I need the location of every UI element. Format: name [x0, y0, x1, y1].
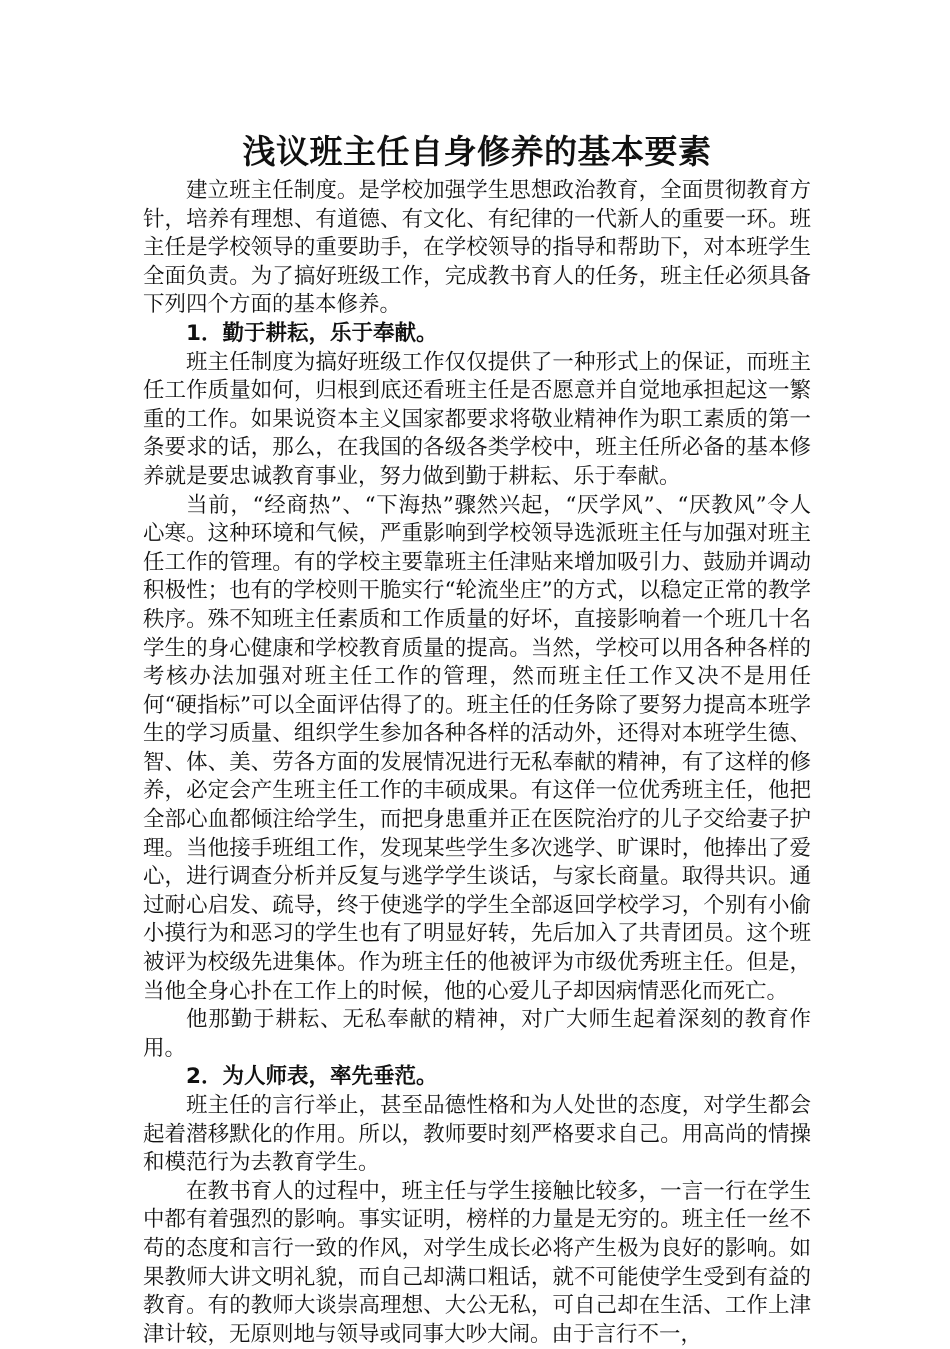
paragraph: 班主任制度为搞好班级工作仅仅提供了一种形式上的保证，而班主任工作质量如何，归根到底还看班主任是否愿意并自觉地承担起这一繁重的工作。如果说资本主义国家都要求将敬业精神作为职工素质的第一条要求的话，那么，在我国的各级各类学校中，班主任所必备的基本修养就是要忠诚教育事业，努力做到勤于耕耘、乐于奉献。 [143, 349, 811, 489]
document-body [143, 127, 811, 1349]
paragraph: 当前，“经商热”、“下海热”骤然兴起，“厌学风”、“厌教风”令人心寒。这种环境和气候，严重影响到学校领导选派班主任与加强对班主任工作的管理。有的学校主要靠班主任津贴来增加吸引力、鼓励并调动积极性；也有的学校则干脆实行“轮流坐庄”的方式，以稳定正常的教学秩序。殊不知班主任素质和工作质量的好坏，直接影响着一个班几十名学生的身心健康和学校教育质量的提高。当然，学校可以用各种各样的考核办法加强对班主任工作的管理，然而班主任工作又决不是用任何“硬指标”可以全面评估得了的。班主任的任务除了要努力提高本班学生的学习质量、组织学生参加各种各样的活动外，还得对本班学生德、智、体、美、劳各方面的发展情况进行无私奉献的精神，有了这样的修养，必定会产生班主任工作的丰硕成果。有这佯一位优秀班主任，他把全部心血都倾注给学生，而把身患重并正在医院治疗的儿子交给妻子护理。当他接手班组工作，发现某些学生多次逃学、旷课时，他捧出了爱心，进行调查分析并反复与逃学学生谈话，与家长商量。取得共识。通过耐心启发、疏导，终于使逃学的学生全部返回学校学习，个别有小偷小摸行为和恶习的学生也有了明显好转，先后加入了共青团员。这个班被评为校级先进集体。作为班主任的他被评为市级优秀班主任。但是，当他全身心扑在工作上的时候，他的心爱儿子却因病情恶化而死亡。 [143, 492, 811, 1004]
section-heading: 1．勤于耕耘，乐于奉献。 [186, 320, 438, 346]
paragraph: 在教书育人的过程中，班主任与学生接触比较多，一言一行在学生中都有着强烈的影响。事实证明，榜样的力量是无穷的。班主任一丝不苟的态度和言行一致的作风，对学生成长必将产生极为良好的影响。如果教师大讲文明礼貌，而自己却满口粗话，就不可能使学生受到有益的教育。有的教师大谈崇高理想、大公无私，可自己却在生活、工作上津津计较，无原则地与领导或同事大吵大闹。由于言行不一， [143, 1178, 811, 1347]
paragraph: 班主任的言行举止，甚至品德性格和为人处世的态度，对学生都会起着潜移默化的作用。所以，教师要时刻严格要求自己。用高尚的情操和模范行为去教育学生。 [143, 1093, 811, 1176]
document-title: 浅议班主任自身修养的基本要素 [242, 132, 712, 171]
section-heading: 2．为人师表，率先垂范。 [186, 1064, 438, 1090]
paragraph: 建立班主任制度。是学校加强学生思想政治教育，全面贯彻教育方针，培养有理想、有道德、有文化、有纪律的一代新人的重要一环。班主任是学校领导的重要助手，在学校领导的指导和帮助下，对本班学生全面负责。为了搞好班级工作，完成教书育人的任务，班主任必须具备下列四个方面的基本修养。 [143, 178, 811, 318]
paragraph: 他那勤于耕耘、无私奉献的精神，对广大师生起着深刻的教育作用。 [143, 1007, 811, 1061]
paragraph-list [143, 177, 811, 1349]
